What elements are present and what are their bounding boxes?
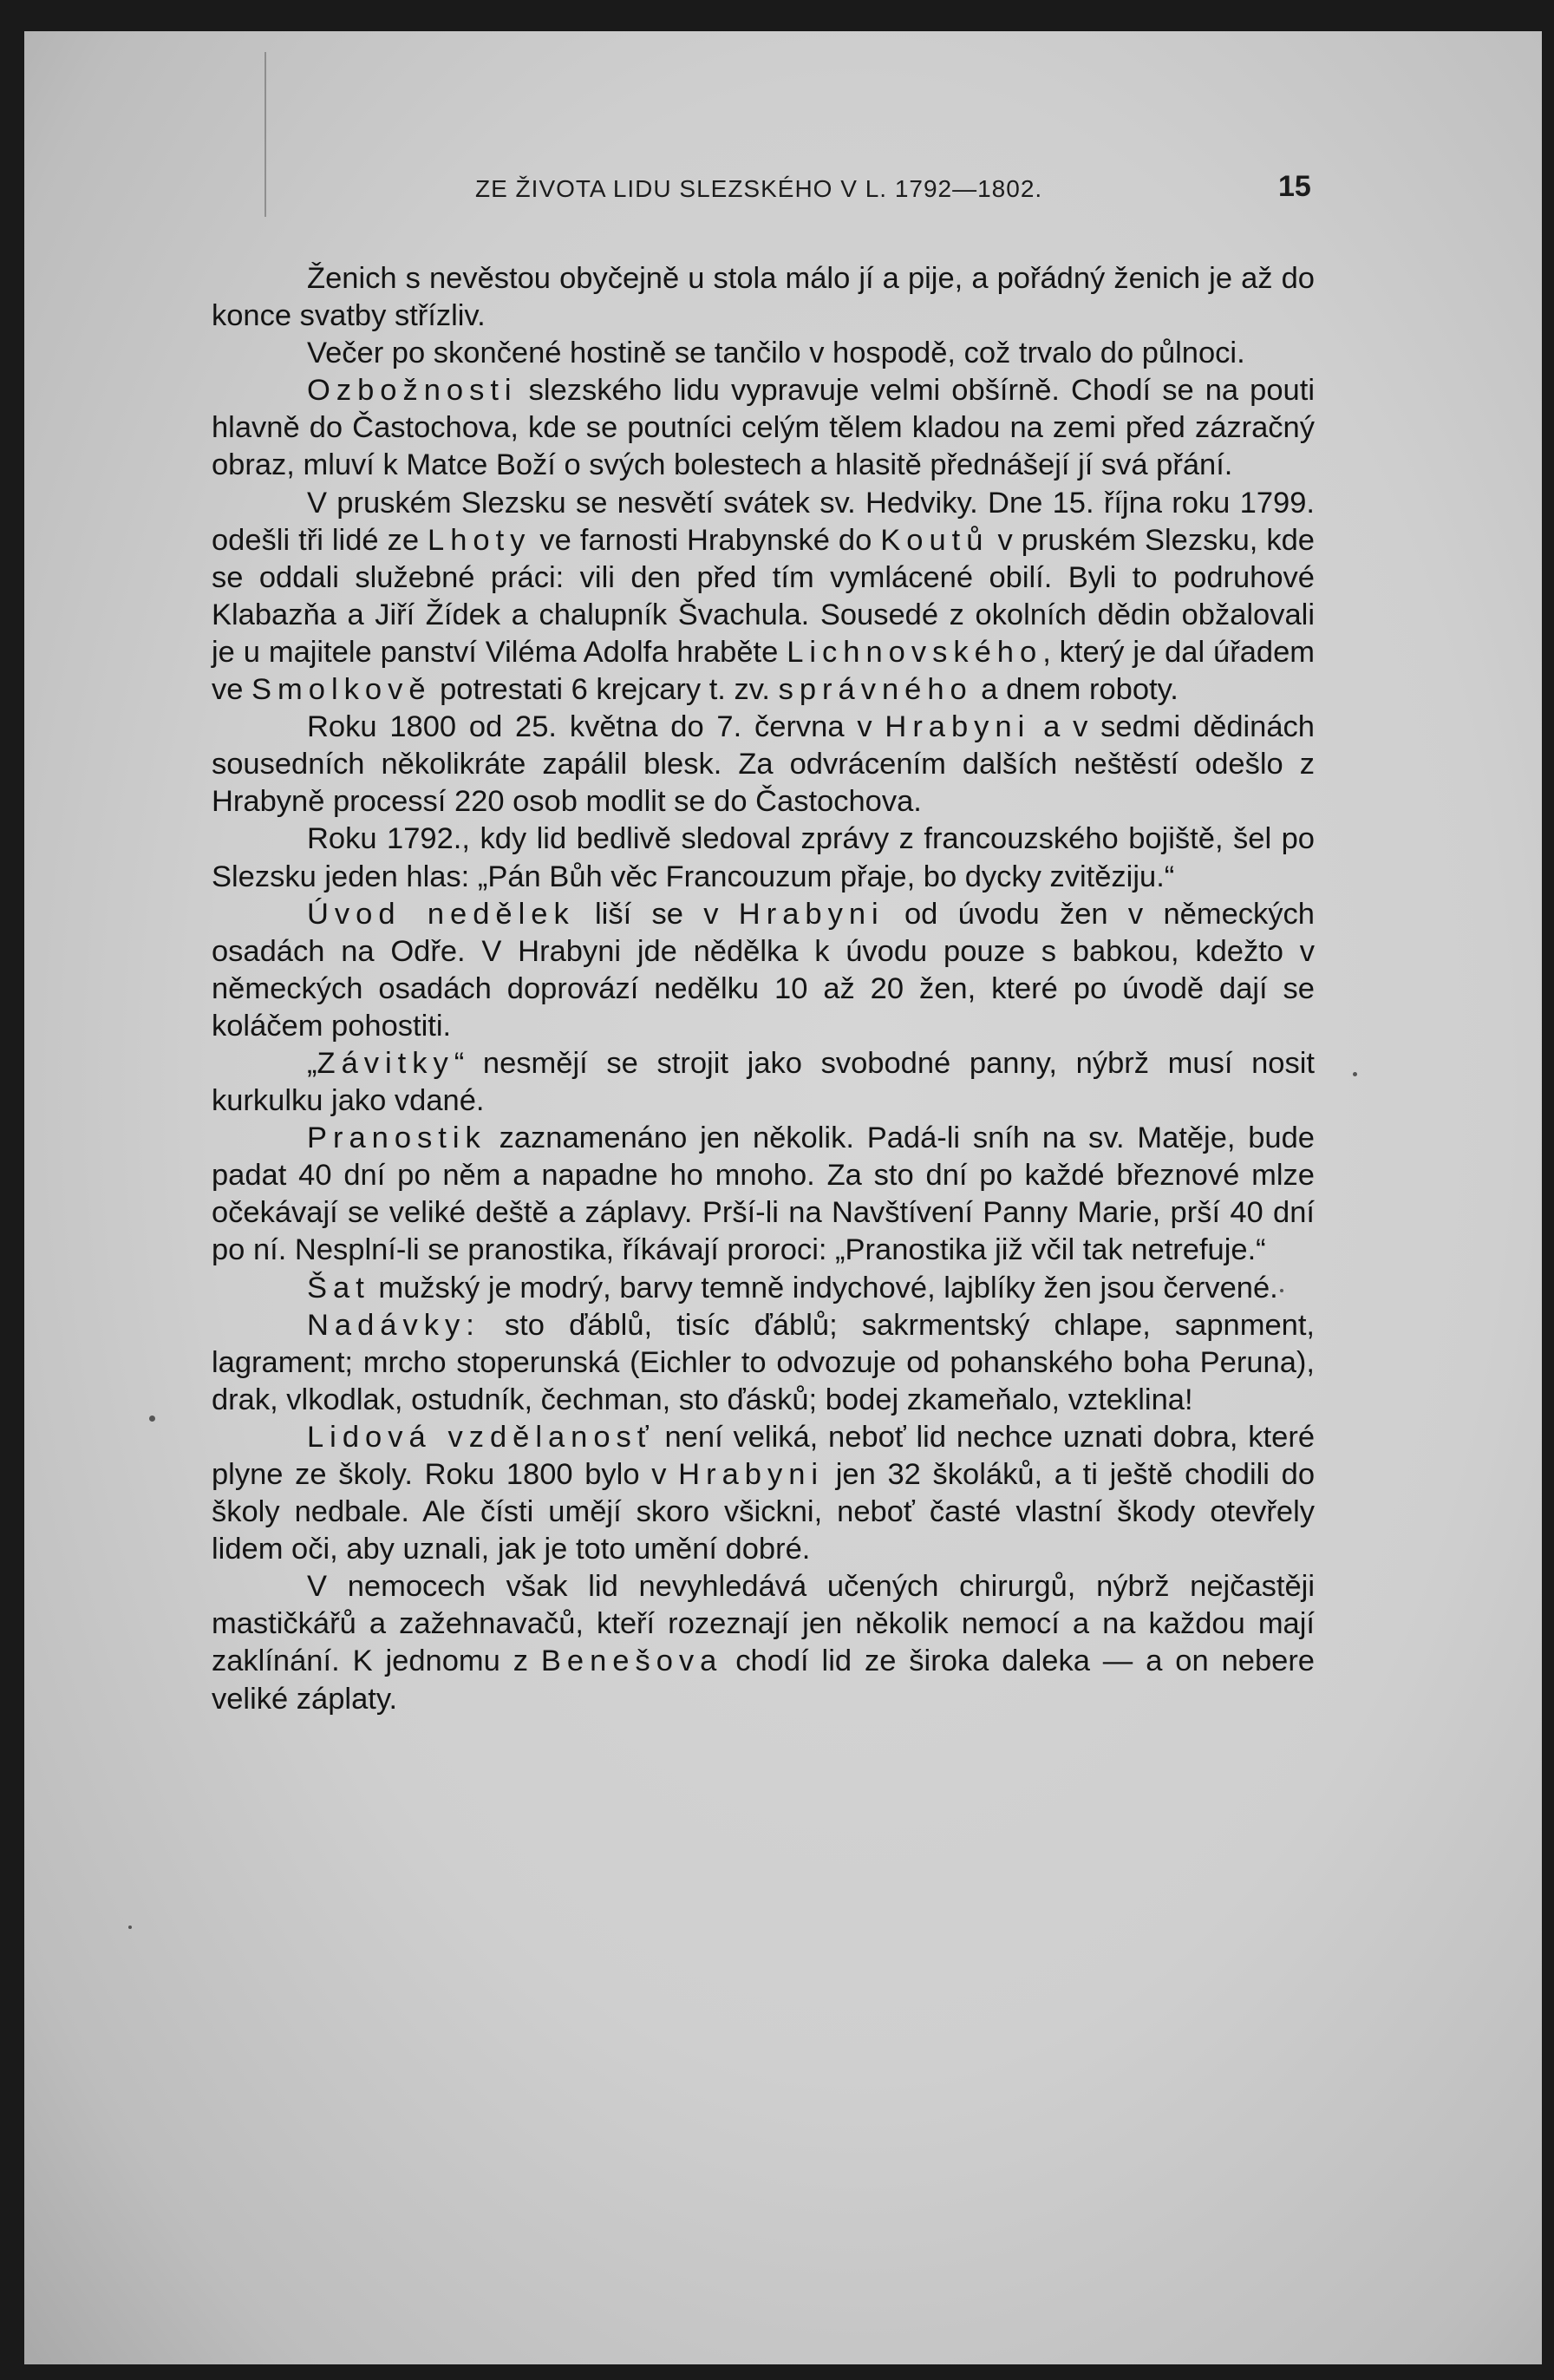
text-run: a v sedmi dědinách sousedních několikráte zapálil blesk. Za odvrácením dalších neštěstí odešlo z Hrabyně processí 220 osob modlit se do Častochova. [212,710,1315,819]
text-run: a dnem roboty. [972,673,1179,707]
spaced-term: Šat [307,1271,370,1304]
spaced-term: Lichnovského [787,635,1043,669]
spaced-term: Ozbožnosti [307,374,518,408]
paragraph [212,1270,1315,1307]
spaced-term: Úvod nedělek [307,897,575,931]
paragraph [212,709,1315,821]
ink-speck [1353,1072,1357,1076]
spaced-term: Nadávky: [307,1308,480,1342]
spaced-term: Benešova [540,1644,723,1678]
ink-speck [149,1416,155,1422]
spaced-term: Závitky [317,1046,454,1080]
text-run: V pruském Slezsku se nesvětí svátek sv. Hedviky. Dne 15. října roku 1799. odešli tři lidé ze [212,486,1315,557]
paragraph [212,485,1315,709]
spaced-term: Pranostik [307,1121,486,1155]
page-header [0,170,1554,205]
paragraph [212,896,1315,1045]
paragraph [212,260,1315,335]
spaced-term: Koutů [880,523,989,557]
text-run: slezského lidu vypravuje velmi obšírně. Chodí se na pouti hlavně do Častochova, kde se poutníci celým tělem kladou na zemi před zázračný obraz, mluví k Matce Boží o svých bolestech a hlasitě přednášejí jí svá přání. [212,374,1315,482]
text-run: není veliká, neboť lid nechce uznati dobra, které plyne ze školy. Roku 1800 bylo v [212,1420,1316,1491]
text-run: jen 32 školáků, a ti ještě chodili do školy nedbale. Ale čísti umějí skoro všickni, neboť časté vlastní škody otevřely lidem oči, aby uznali, jak je toto umění dobré. [212,1458,1316,1566]
paragraph [212,1120,1315,1269]
text-run: chodí lid ze široka daleka — a on nebere veliké záplaty. [212,1644,1315,1716]
paragraph [212,335,1315,372]
text-run: mužský je modrý, barvy temně indychové, lajblíky žen jsou červené. [369,1271,1278,1304]
body-text [212,260,1315,1718]
text-run: Ženich s nevěstou obyčejně u stola málo jí a pije, a pořádný ženich je až do konce svatby střízliv. [212,262,1315,333]
text-run: , který je dal úřadem ve [212,635,1315,707]
running-title: ZE ŽIVOTA LIDU SLEZSKÉHO V L. 1792—1802. [475,175,1043,202]
text-run: Večer po skončené hostině se tančilo v hospodě, což trvalo do půlnoci. [307,337,1245,370]
text-run: “ nesmějí se strojit jako svobodné panny, nýbrž musí nosit kurkulku jako vdané. [212,1046,1315,1118]
text-run: v pruském Slezsku, kde se oddali služebné práci: vili den před tím vymlácené obilí. Byli to podruhové Klabazňa a Jiří Žídek a chalupník Švachula. Sousedé z okolních dědin obžalovali je u majitele panství Viléma Adolfa hraběte [212,523,1315,669]
spaced-term: Hrabyni [738,897,885,931]
paragraph [212,1307,1315,1419]
paragraph [212,372,1315,484]
text-run: zaznamenáno jen několik. Padá-li sníh na sv. Matěje, bude padat 40 dní po něm a napadne ho mnoho. Za sto dní po každé březnové mlze očekávají se veliké deště a záplavy. Prší-li na Navštívení Panny Marie, prší 40 dní po ní. Nesplní-li se pranostika, říkávají proroci: „Pranostika již včil tak netrefuje.“ [212,1121,1315,1267]
text-run: liší se v [574,897,739,931]
spaced-term: Hrabyni [885,710,1031,744]
spaced-term: Hrabyni [678,1458,825,1491]
paragraph [212,1419,1315,1568]
page-number: 15 [1278,170,1311,203]
paragraph [212,1568,1315,1717]
text-run: sto ďáblů, tisíc ďáblů; sakrmentský chlape, sapnment, lagrament; mrcho stoperunská (Eichler to odvozuje od pohanského boha Peruna), drak, vlkodlak, ostudník, čechman, sto ďásků; bodej zkameňalo, vzteklina! [212,1308,1315,1416]
text-run: Roku 1800 od 25. května do 7. června v [307,710,885,744]
text-run: od úvodu žen v německých osadách na Odře. V Hrabyni jde nědělka k úvodu pouze s babkou, kdežto v německých osadách doprovází nedělku 10 až 20 žen, které po úvodě dají se koláčem pohostiti. [212,897,1315,1043]
ink-speck [128,1926,132,1929]
paragraph [212,1045,1315,1120]
spaced-term: správného [778,673,973,707]
spaced-term: Lidová vzdělanosť [307,1420,655,1454]
paragraph [212,821,1315,895]
text-run: „ [307,1046,317,1080]
spaced-term: Lhoty [428,523,532,557]
text-run: V nemocech však lid nevyhledává učených chirurgů, nýbrž nejčastěji mastičkářů a zažehnavačů, kteří rozeznají jen několik nemocí a na každou mají zaklínání. K jednomu z [212,1570,1315,1678]
text-run: ve farnosti Hrabynské do [531,523,881,557]
text-run: Roku 1792., kdy lid bedlivě sledoval zprávy z francouzského bojiště, šel po Slezsku jeden hlas: „Pán Bůh věc Francouzum přaje, bo dycky zvitěziju.“ [212,822,1315,893]
text-run: potrestati 6 krejcary t. zv. [431,673,779,707]
spaced-term: Smolkově [251,673,432,707]
